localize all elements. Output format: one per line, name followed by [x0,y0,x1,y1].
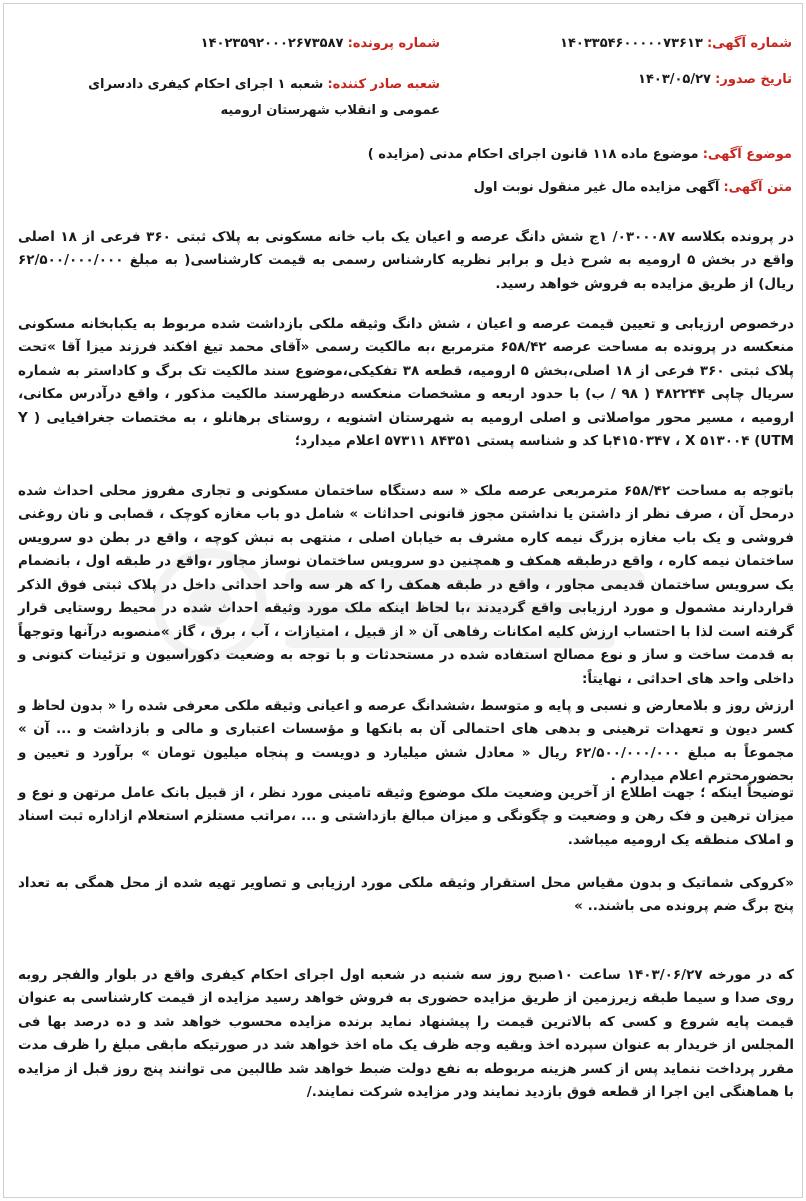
subject-line [368,147,792,162]
body-paragraph-5: توضیحاً اینکه ؛ جهت اطلاع از آخرین وضعیت ملک موضوع وثیقه تامینی مورد نظر ، از قبیل بانک عامل مرتهن و نوع و میزان ترهین و فک رهن و وضعیت و چگونگی و میزان مبالغ بازداشتی و ... ،مراتب مستلزم استعلام ازاداره ثبت اسناد و املاک منطقه یک ارومیه میباشد. [18,784,794,848]
subject-label: موضوع آگهی: [702,147,792,162]
notice-number-value: ۱۴۰۳۳۵۴۶۰۰۰۰۰۷۳۶۱۳ [560,36,703,51]
issuing-branch-value: شعبه ۱ اجرای احکام کیفری دادسرای عمومی و انقلاب شهرستان ارومیه [88,77,440,118]
case-number-line [201,36,440,51]
case-number-value: ۱۴۰۲۳۵۹۲۰۰۰۲۶۷۳۵۸۷ [200,36,344,51]
issue-date-line [638,72,792,87]
issuing-branch-label: شعبه صادر کننده: [327,77,440,92]
case-number-label: شماره پرونده: [347,36,440,51]
issue-date-label: تاریخ صدور: [715,72,792,87]
body-paragraph-6: «کروکی شماتیک و بدون مقیاس محل استقرار وثیقه ملکی مورد ارزیابی و تصاویر تهیه شده از محل همگی به تعداد پنج برگ ضم پرونده می باشند.. » [18,874,794,914]
body-paragraph-2: درخصوص ارزیابی و تعیین قیمت عرصه و اعیان ، شش دانگ وثیقه ملکی بازداشت شده مربوط به یکبابخانه مسکونی منعکسه در پرونده به مساحت عرصه ۶۵۸/۴۲ مترمربع ،به مالکیت رسمی «آقای محمد تیغ افکند فرزند میزا آقا »تحت پلاک ثبتی ۳۶۰ فرعی از ۱۸ اصلی،بخش ۵ ارومیه، قطعه ۳۸ تفکیکی،موضوع سند مالکیت تک برگ و کاداستر به شماره سریال چاپی ۴۸۲۲۴۴ ( ۹۸ / ب) با حدود اربعه و مشخصات منعکسه درظهرسند مالکیت مذکور ، واقع درآدرس مکانی، ارومیه ، مسیر محور مواصلاتی و اصلی ارومیه به شهرستان اشنویه ، روستای برهانلو ، به مختصات جغرافیایی ( Y ۴۱۵۰۳۴۷ ، X ۵۱۳۰۰۴ (UTMبا کد و شناسه پستی ۸۴۳۵۱ ۵۷۳۱۱ اعلام میدارد؛ [18,315,795,449]
body-paragraph-4: ارزش روز و بلامعارض و نسبی و پایه و متوسط ،ششدانگ عرصه و اعیانی وثیقه ملکی معرفی شده را « بدون لحاظ و کسر دیون و تعهدات ترهینی و بدهی های احتمالی آن به بانکها و مؤسسات اعتباری و مالی و بازداشت و ... آن » مجموعاً به مبلغ ۶۲/۵۰۰/۰۰۰/۰۰۰ ریال « معادل شش میلیارد و دویست و پنجاه میلیون تومان » برآورد و تعیین و بحضورمحترم اعلام میدارم . [18,697,794,784]
issue-date-value: ۱۴۰۳/۰۵/۲۷ [638,72,711,87]
subject-value: موضوع ماده ۱۱۸ قانون اجرای احکام مدنی (مزایده ) [367,147,699,162]
notice-text-label: متن آگهی: [723,180,792,195]
body-paragraph-7: که در مورخه ۱۴۰۳/۰۶/۲۷ ساعت ۱۰صبح روز سه شنبه در شعبه اول اجرای احکام کیفری واقع در بلوار والفجر روبه روی صدا و سیما طبقه زیرزمین از طریق مزایده حضوری به فروش خواهد رسید مزایده از قیمت کارشناسی به عنوان قیمت پایه شروع و کسی که بالاترین قیمت را پیشنهاد نماید برنده مزایده محسوب خواهد شد و ده درصد بها فی المجلس از خریدار به عنوان سپرده اخذ وبقیه وجه ظرف یک ماه اخذ خواهد شد در صورتیکه مابقی مبلغ را ظرف مدت مقرر پرداخت ننماید پس از کسر هزینه مربوطه به نفع دولت ضبط خواهد شد طالبین می توانند پنج روز قبل از مزایده با هماهنگی این اجرا از قطعه فوق بازدید نمایند ودر مزایده شرکت نمایند./ [18,966,794,1100]
notice-text-title-line [474,180,792,195]
notice-number-line [560,36,792,51]
issuing-branch-line [50,72,440,124]
body-paragraph-3: باتوجه به مساحت ۶۵۸/۴۲ مترمربعی عرصه ملک « سه دستگاه ساختمان مسکونی و تجاری مفروز محلی احداث شده درمحل آن ، صرف نظر از داشتن یا نداشتن مجوز قانونی احداثات » شامل دو باب مغازه کوچک ، قصابی و نان روغنی فروشی و یک باب مغازه بزرگ نیمه کاره مشرف به خیابان اصلی ، منتهی به نبش کوچه ، واقع در بطن دو سرویس ساختمان نیمه کاره ، واقع درطبقه همکف و همچنین دو سرویس ساختمان نوساز مجاور ،واقع در طبقه اول ، بانضمام یک سرویس ساختمان قدیمی مجاور ، واقع در طبقه همکف را که هر سه واحد احداثی داخل در پلاک ثبتی فوق الذکر قراردارند مشمول و مورد ارزیابی واقع گردیدند ،با لحاظ اینکه ملک مورد وثیقه احداث شده در محیط روستایی قرار گرفته است لذا با احتساب ارزش کلیه امکانات رفاهی آن « از قبیل ، امتیازات ، آب ، برق ، گاز »منصوبه درآنها وتوجهاً به قدمت ساخت و ساز و نوع مصالح استفاده شده در مستحدثات و با توجه به وضعیت دکوراسیون و تزئینات کنونی و داخلی واحد های احداثی ، نهایتاً: [18,482,794,687]
body-paragraph-1: در پرونده بکلاسه ۰۳۰۰۰۸۷/ ۱ج شش دانگ عرصه و اعیان یک باب خانه مسکونی به پلاک ثبتی ۳۶۰ فرعی از ۱۸ اصلی واقع در بخش ۵ ارومیه به شرح ذیل و برابر نظریه کارشناس رسمی به قیمت کارشناسی( به مبلغ ۶۲/۵۰۰/۰۰۰/۰۰۰ ریال) از طریق مزایده به فروش خواهد رسید. [18,228,794,292]
notice-text-title: آگهی مزایده مال غیر منقول نوبت اول [473,180,720,195]
notice-number-label: شماره آگهی: [706,36,792,51]
